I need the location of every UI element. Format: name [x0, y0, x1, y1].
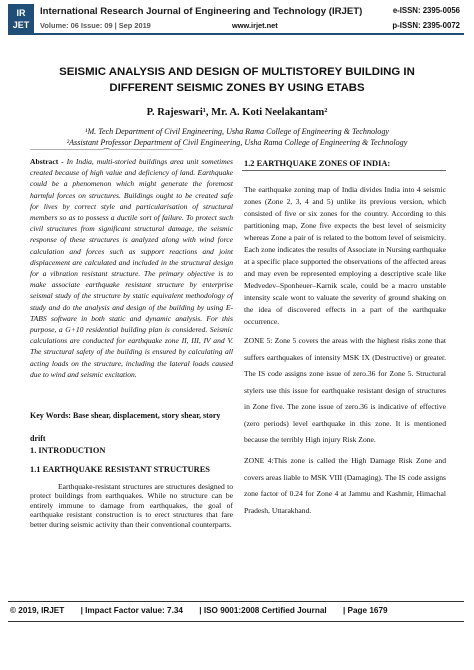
footer-bottom-rule [8, 621, 464, 622]
affiliation-2: ²Assistant Professor Department of Civil Engineering, Usha Rama College of Engineering & Technology [66, 138, 408, 147]
section-1-2-para1: The earthquake zoning map of India divides India into 4 seismic zones (Zone 2, 3, 4 and 5) unlike its previous version, which consisted of five or six zones for the country. According to this partitioning map, Zone five expects the best level of seismicity whereas Zone a pair of is related to the bottom level of seismicity. Each zone indicates the results of Associate in Nursing earthquake at a specific place supported the observations of the affected areas and may even be represented employing a descriptive scale like Medvedev–Sponheuer–Karnik scale, could be a macro unstable intensity scale wont to valuate the severity of ground shaking on the idea of discovered effects in a part of the earthquake occurrence. [244, 185, 446, 326]
abstract-text: In India, multi-storied buildings area unit sometimes created because of high value and deficiency of land. Earthquake could be a phenomenon which might generate the foremost harmful forces on structures. Buildings ought to be created safe for lives by correct style and particularisation of structural members so as to possess a ductile sort of failure. To protect such civil structures from significant structural damage, the seismic response of these structures is analyzed along with wind force calculation and forces such as support reactions and joint displacement are calculated and included in the structural design for a vibration resistant structure. The primary objective is to make associate earthquake resistant structure by enterprise seismal study of the structure by static equivalent methodology of study and do the analysis and design of the building by using E-TABS software in both static and dynamic analysis. For this purpose, a G+10 residential building plan is considered. Seismic calculations are conducted for earthquake zone II, III, IV and V. The structural safety of the building is ensured by calculating all acting loads on the structure, including the lateral loads caused due to wind and seismic excitation. [30, 157, 234, 379]
keywords: Key Words: Base shear, displacement, story shear, story drift [30, 411, 221, 443]
affiliation-1: ¹M. Tech Department of Civil Engineering, Usha Rama College of Engineering & Technology [85, 127, 389, 136]
svg-text:JET: JET [12, 20, 30, 30]
section-1-heading: 1. INTRODUCTION [30, 446, 106, 455]
footer-rule [8, 601, 464, 602]
eissn: e-ISSN: 2395-0056 [392, 6, 460, 15]
footer-impact-factor: | Impact Factor value: 7.34 [80, 606, 183, 615]
volume-info: Volume: 06 Issue: 09 | Sep 2019 [40, 21, 151, 30]
journal-title: International Research Journal of Engineering and Technology (IRJET) [40, 6, 363, 17]
journal-website[interactable]: www.irjet.net [232, 21, 278, 30]
footer-iso: | ISO 9001:2008 Certified Journal [199, 606, 327, 615]
section-1-2-para2: ZONE 5: Zone 5 covers the areas with the highest risks zone that suffers earthquakes of intensity MSK IX (Destructive) or greater. The IS code assigns zone issue of zero.36 for Zone 5. Structural stylers use this issue for earthquake resistant design of structures in Zone five. The zone issue of zero.36 is indicative of effective (zero periods) level earthquake in this zone. It is mentioned because the terribly High injury Risk Zone. [244, 336, 446, 444]
page-footer [10, 606, 402, 615]
section-1-2-rule [242, 170, 446, 171]
header-rule [8, 33, 464, 35]
section-separator: ---------------------------------------------------------------------***--------------------------------------------------------------------- [30, 148, 183, 153]
paper-title-line1: SEISMIC ANALYSIS AND DESIGN OF MULTISTOREY BUILDING IN [59, 66, 415, 78]
section-1-2-para3: ZONE 4:This zone is called the High Damage Risk Zone and covers areas liable to MSK VIII (Damaging). The IS code assigns zone factor of 0.24 for Zone 4 at Jammu and Kashmir, Himachal Pradesh, Uttarakhand. [244, 456, 446, 515]
pissn: p-ISSN: 2395-0072 [392, 21, 460, 30]
abstract-label: Abstract - [30, 157, 67, 166]
section-1-1-heading: 1.1 EARTHQUAKE RESISTANT STRUCTURES [30, 465, 210, 474]
footer-copyright: © 2019, IRJET [10, 606, 65, 615]
svg-text:IR: IR [16, 8, 26, 18]
footer-page-number: | Page 1679 [342, 606, 388, 615]
section-1-2-heading: 1.2 EARTHQUAKE ZONES OF INDIA: [244, 159, 391, 168]
abstract [30, 156, 233, 380]
paper-title [20, 64, 454, 96]
paper-title-line2: DIFFERENT SEISMIC ZONES BY USING ETABS [109, 82, 365, 94]
paper-authors: P. Rajeswari¹, Mr. A. Koti Neelakantam² [146, 107, 328, 118]
section-1-1-text: Earthquake-resistant structures are structures designed to protect buildings from earthquakes. While no structure can be entirely immune to damage from earthquakes, the goal of earthquake resistant construction is to erect structures that fare better during seismic activity than their conventional counterparts. [30, 482, 233, 529]
journal-logo [8, 4, 34, 34]
